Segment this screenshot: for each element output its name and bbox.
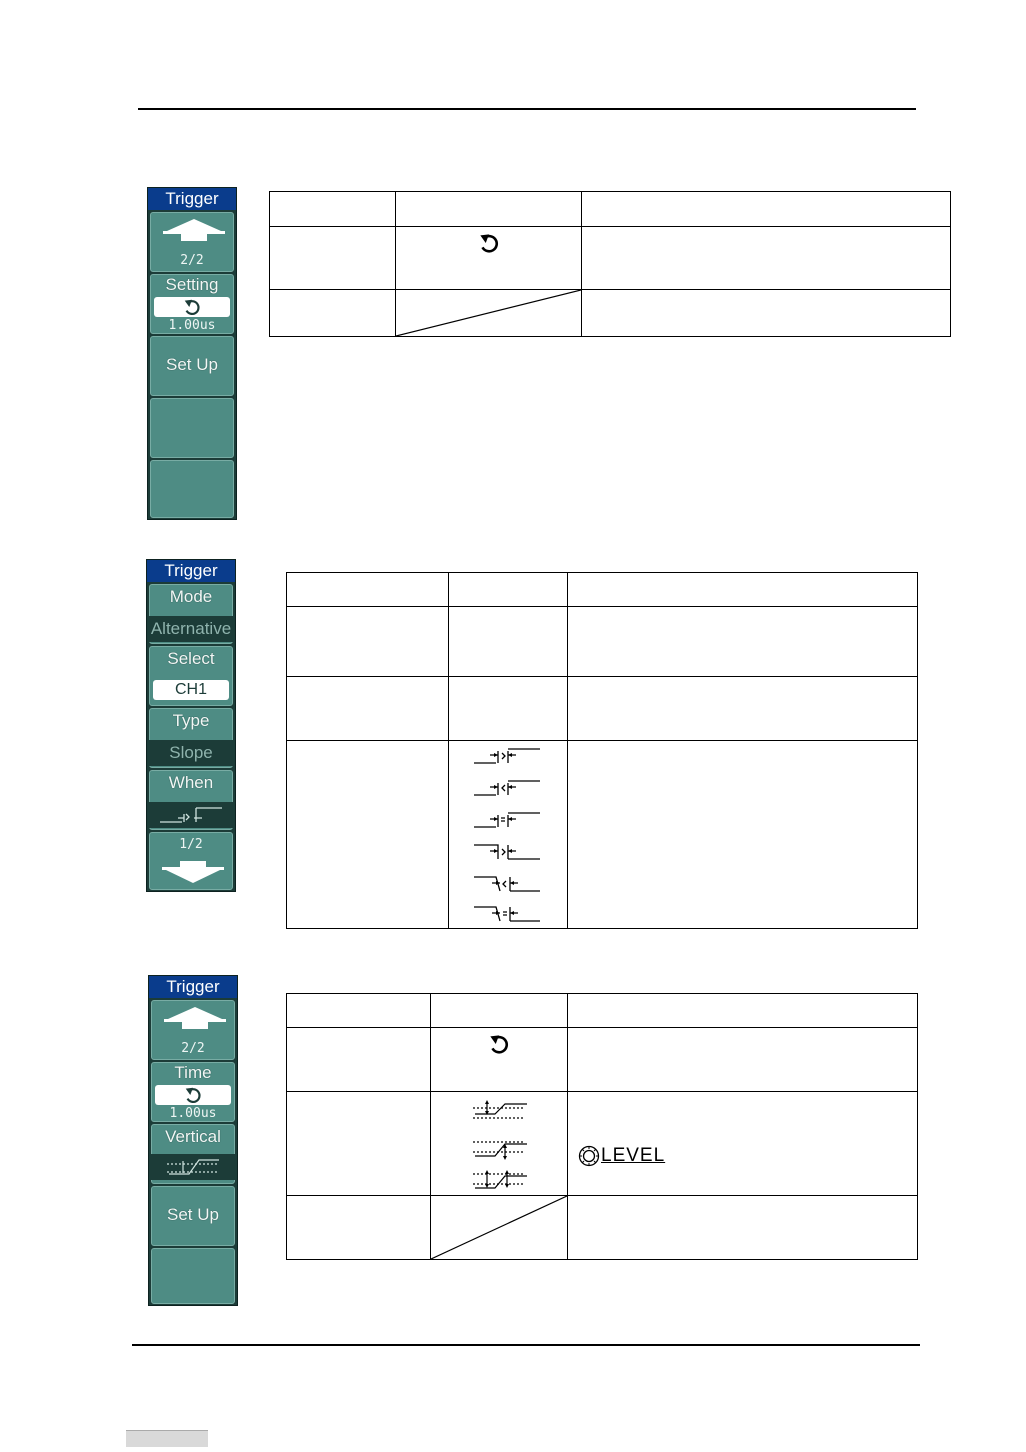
rotate-knob-icon <box>180 297 204 317</box>
table-cell <box>449 677 568 741</box>
up-arrow-icon <box>159 219 229 241</box>
diagonal-line <box>396 290 581 336</box>
trigger-menu-page2-setting <box>147 187 237 520</box>
table-cell-empty-diagonal <box>396 290 582 337</box>
table-header-cell <box>449 573 568 607</box>
setting-button[interactable] <box>150 274 234 334</box>
page-indicator: 2/2 <box>181 1041 205 1056</box>
mode-label: Mode <box>169 587 213 606</box>
table-cell <box>287 1196 431 1260</box>
time-label: Time <box>174 1063 212 1082</box>
select-value[interactable]: CH1 <box>153 680 229 700</box>
table-cell <box>568 607 918 677</box>
page-down-button[interactable] <box>149 832 233 890</box>
slope-condition-icon <box>472 743 544 927</box>
table-header-cell <box>582 192 951 227</box>
table-header-cell <box>568 573 918 607</box>
table-cell-empty-diagonal <box>431 1196 568 1260</box>
table-header-cell <box>287 573 449 607</box>
page-up-button[interactable] <box>151 1000 235 1060</box>
table-header-cell <box>396 192 582 227</box>
trigger-menu-page2-time <box>148 975 238 1306</box>
time-knob-box[interactable] <box>155 1085 231 1105</box>
table-cell <box>396 227 582 290</box>
time-button[interactable] <box>151 1062 235 1122</box>
slope-greater-than-icon <box>158 804 224 826</box>
up-arrow-icon <box>160 1007 230 1029</box>
level-reference <box>578 1145 665 1167</box>
settings-table-2 <box>286 572 918 929</box>
select-label: Select <box>167 649 215 668</box>
rotate-knob-icon <box>477 230 501 256</box>
setting-knob-box[interactable] <box>154 297 230 317</box>
vertical-value[interactable] <box>151 1154 235 1180</box>
setup-button[interactable] <box>150 336 234 396</box>
empty-softkey-5[interactable] <box>151 1248 235 1304</box>
table-cell <box>568 1196 918 1260</box>
table-cell <box>568 1028 918 1092</box>
when-label: When <box>168 773 214 792</box>
level-label: LEVEL <box>601 1144 666 1166</box>
vertical-label: Vertical <box>165 1127 221 1146</box>
empty-softkey-4[interactable] <box>150 398 234 458</box>
when-value[interactable] <box>149 802 233 828</box>
setting-label: Setting <box>165 275 219 294</box>
table-cell <box>449 607 568 677</box>
table-cell <box>582 227 951 290</box>
select-button[interactable] <box>149 646 233 706</box>
menu-title: Trigger <box>148 188 236 210</box>
header-rule <box>138 108 916 110</box>
page-indicator: 2/2 <box>180 253 204 268</box>
setup-button[interactable] <box>151 1186 235 1246</box>
page-up-button[interactable] <box>150 212 234 272</box>
table-cell <box>270 290 396 337</box>
table-cell <box>568 741 918 929</box>
settings-table-3 <box>286 993 918 1260</box>
setup-label: Set Up <box>167 1205 219 1224</box>
table-cell <box>582 290 951 337</box>
rotate-knob-icon <box>181 1085 205 1105</box>
down-arrow-icon <box>158 861 228 883</box>
table-header-cell <box>287 994 431 1028</box>
mode-value[interactable]: Alternative <box>149 616 233 642</box>
footer-rule <box>132 1344 920 1346</box>
footer-decoration <box>126 1430 208 1447</box>
trigger-menu-page1-slope <box>146 559 236 892</box>
table-cell <box>287 1092 431 1196</box>
table-cell <box>568 1092 918 1196</box>
time-value: 1.00us <box>169 1106 217 1121</box>
table-header-cell <box>431 994 568 1028</box>
table-cell <box>287 677 449 741</box>
page-indicator: 1/2 <box>179 837 203 852</box>
table-header-cell <box>270 192 396 227</box>
table-cell <box>287 741 449 929</box>
table-cell <box>568 677 918 741</box>
diagonal-line <box>431 1196 567 1259</box>
empty-softkey-5[interactable] <box>150 460 234 518</box>
settings-table-1 <box>269 191 951 337</box>
table-cell <box>287 1028 431 1092</box>
table-cell <box>431 1092 568 1196</box>
menu-title: Trigger <box>147 560 235 582</box>
type-value[interactable]: Slope <box>149 740 233 766</box>
table-header-cell <box>568 994 918 1028</box>
rotate-knob-icon <box>487 1031 511 1057</box>
type-label: Type <box>172 711 210 730</box>
table-cell <box>449 741 568 929</box>
menu-title: Trigger <box>149 976 237 998</box>
table-cell <box>287 607 449 677</box>
vertical-window-icon <box>165 1156 221 1178</box>
vertical-window-icon <box>469 1096 529 1192</box>
table-cell <box>270 227 396 290</box>
setup-label: Set Up <box>166 355 218 374</box>
setting-value: 1.00us <box>168 318 216 333</box>
level-knob-icon <box>578 1145 600 1167</box>
table-cell <box>431 1028 568 1092</box>
